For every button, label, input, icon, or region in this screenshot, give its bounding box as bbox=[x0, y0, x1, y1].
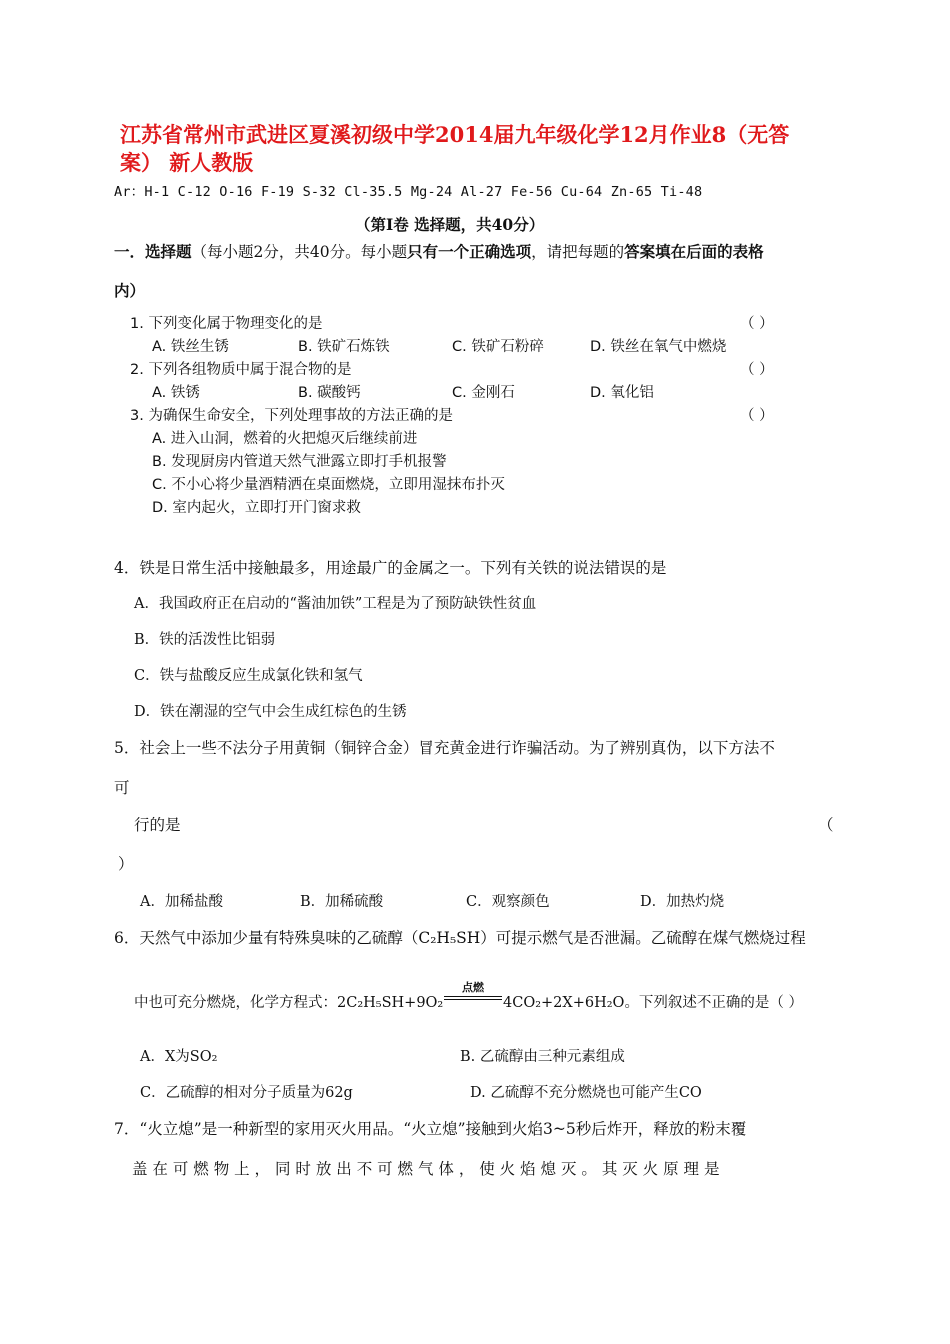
q3-option-b: B. 发现厨房内管道天然气泄露立即打手机报警 bbox=[152, 454, 447, 470]
q5-paren-close: ） bbox=[118, 855, 134, 873]
q6-option-c: C．乙硫醇的相对分子质量为62g bbox=[140, 1085, 353, 1101]
q3-option-c: C. 不小心将少量酒精洒在桌面燃烧，立即用湿抹布扑灭 bbox=[152, 477, 505, 493]
q5-stem-line1: 5．社会上一些不法分子用黄铜（铜锌合金）冒充黄金进行诈骗活动。为了辨别真伪，以下方法不 bbox=[114, 739, 775, 757]
reaction-condition: 点燃 bbox=[462, 981, 484, 994]
q6-stem-line1: 6．天然气中添加少量有特殊臭味的乙硫醇（C₂H₅SH）可提示燃气是否泄漏。乙硫醇在煤气燃烧过程 bbox=[114, 929, 806, 947]
q7-stem-line1: 7．“火立熄”是一种新型的家用灭火用品。“火立熄”接触到火焰3~5秒后炸开，释放的粉末覆 bbox=[114, 1120, 747, 1138]
q3-answer-paren: （ ） bbox=[740, 408, 774, 424]
q5-option-b: B．加稀硫酸 bbox=[300, 894, 384, 910]
instructions-line1 bbox=[114, 240, 764, 262]
q1-option-d: D. 铁丝在氧气中燃烧 bbox=[590, 339, 727, 355]
q2-option-d: D. 氧化铝 bbox=[590, 385, 654, 401]
q3-option-a: A. 进入山洞，燃着的火把熄灭后继续前进 bbox=[152, 431, 418, 447]
instructions-line2: 内） bbox=[114, 281, 146, 300]
q4-stem: 4．铁是日常生活中接触最多，用途最广的金属之一。下列有关铁的说法错误的是 bbox=[114, 559, 667, 577]
q4-option-c: C．铁与盐酸反应生成氯化铁和氢气 bbox=[134, 668, 363, 684]
q6-option-d: D. 乙硫醇不充分燃烧也可能产生CO bbox=[470, 1085, 702, 1101]
q5-option-d: D．加热灼烧 bbox=[640, 894, 725, 910]
instructions-part3: 只有一个正确选项 bbox=[407, 242, 532, 261]
arrow-line-bottom bbox=[444, 999, 502, 1000]
atomic-masses: Ar：H-1 C-12 O-16 F-19 S-32 Cl-35.5 Mg-24 Al-27 Fe-56 Cu-64 Zn-65 Ti-48 bbox=[114, 184, 703, 200]
arrow-line-top bbox=[444, 996, 502, 997]
q6-option-b: B. 乙硫醇由三种元素组成 bbox=[460, 1049, 625, 1065]
q1-stem: 1. 下列变化属于物理变化的是 bbox=[130, 316, 323, 332]
q2-option-c: C. 金刚石 bbox=[452, 385, 515, 401]
q6-option-a: A．X为SO₂ bbox=[140, 1049, 218, 1065]
q3-option-d: D. 室内起火，立即打开门窗求救 bbox=[152, 500, 361, 516]
q5-stem-line2: 可 bbox=[114, 779, 130, 797]
q2-stem: 2. 下列各组物质中属于混合物的是 bbox=[130, 362, 352, 378]
q2-option-b: B. 碳酸钙 bbox=[298, 385, 361, 401]
document-title-line1: 江苏省常州市武进区夏溪初级中学2014届九年级化学12月作业8（无答 bbox=[120, 122, 790, 147]
q1-answer-paren: （ ） bbox=[740, 316, 774, 332]
document-title-line2: 案） 新人教版 bbox=[120, 150, 254, 175]
q1-option-b: B. 铁矿石炼铁 bbox=[298, 339, 390, 355]
q4-option-a: A．我国政府正在启动的“酱油加铁”工程是为了预防缺铁性贫血 bbox=[134, 596, 537, 612]
q6-equation-suffix: 4CO₂+2X+6H₂O。下列叙述不正确的是（ ） bbox=[503, 995, 804, 1011]
instructions-part5: 答案填在后面的表格 bbox=[624, 242, 764, 261]
q2-answer-paren: （ ） bbox=[740, 362, 774, 378]
q1-option-a: A. 铁丝生锈 bbox=[152, 339, 229, 355]
q5-paren-open: （ bbox=[818, 816, 834, 834]
reaction-arrow bbox=[444, 982, 502, 1000]
instructions-part2: （每小题2分，共40分。每小题 bbox=[191, 243, 408, 261]
section-title: （第Ⅰ卷 选择题，共40分） bbox=[355, 215, 545, 234]
q1-option-c: C. 铁矿石粉碎 bbox=[452, 339, 544, 355]
q3-stem: 3. 为确保生命安全，下列处理事故的方法正确的是 bbox=[130, 408, 453, 424]
instructions-part4: ，请把每题的 bbox=[531, 243, 625, 261]
q5-option-c: C．观察颜色 bbox=[466, 894, 550, 910]
instructions-part1: 一．选择题 bbox=[114, 242, 192, 261]
q7-stem-line2: 盖 在 可 燃 物 上 ， 同 时 放 出 不 可 燃 气 体 ， 使 火 焰 熄 灭 。 其 灭 火 原 理 是 bbox=[132, 1160, 720, 1178]
q4-option-d: D．铁在潮湿的空气中会生成红棕色的生锈 bbox=[134, 704, 407, 720]
q4-option-b: B．铁的活泼性比铝弱 bbox=[134, 632, 276, 648]
q5-stem-line3: 行的是 bbox=[134, 816, 181, 834]
q2-option-a: A. 铁锈 bbox=[152, 385, 200, 401]
q6-equation-prefix: 中也可充分燃烧，化学方程式：2C₂H₅SH+9O₂ bbox=[134, 995, 444, 1011]
q5-option-a: A．加稀盐酸 bbox=[140, 894, 223, 910]
